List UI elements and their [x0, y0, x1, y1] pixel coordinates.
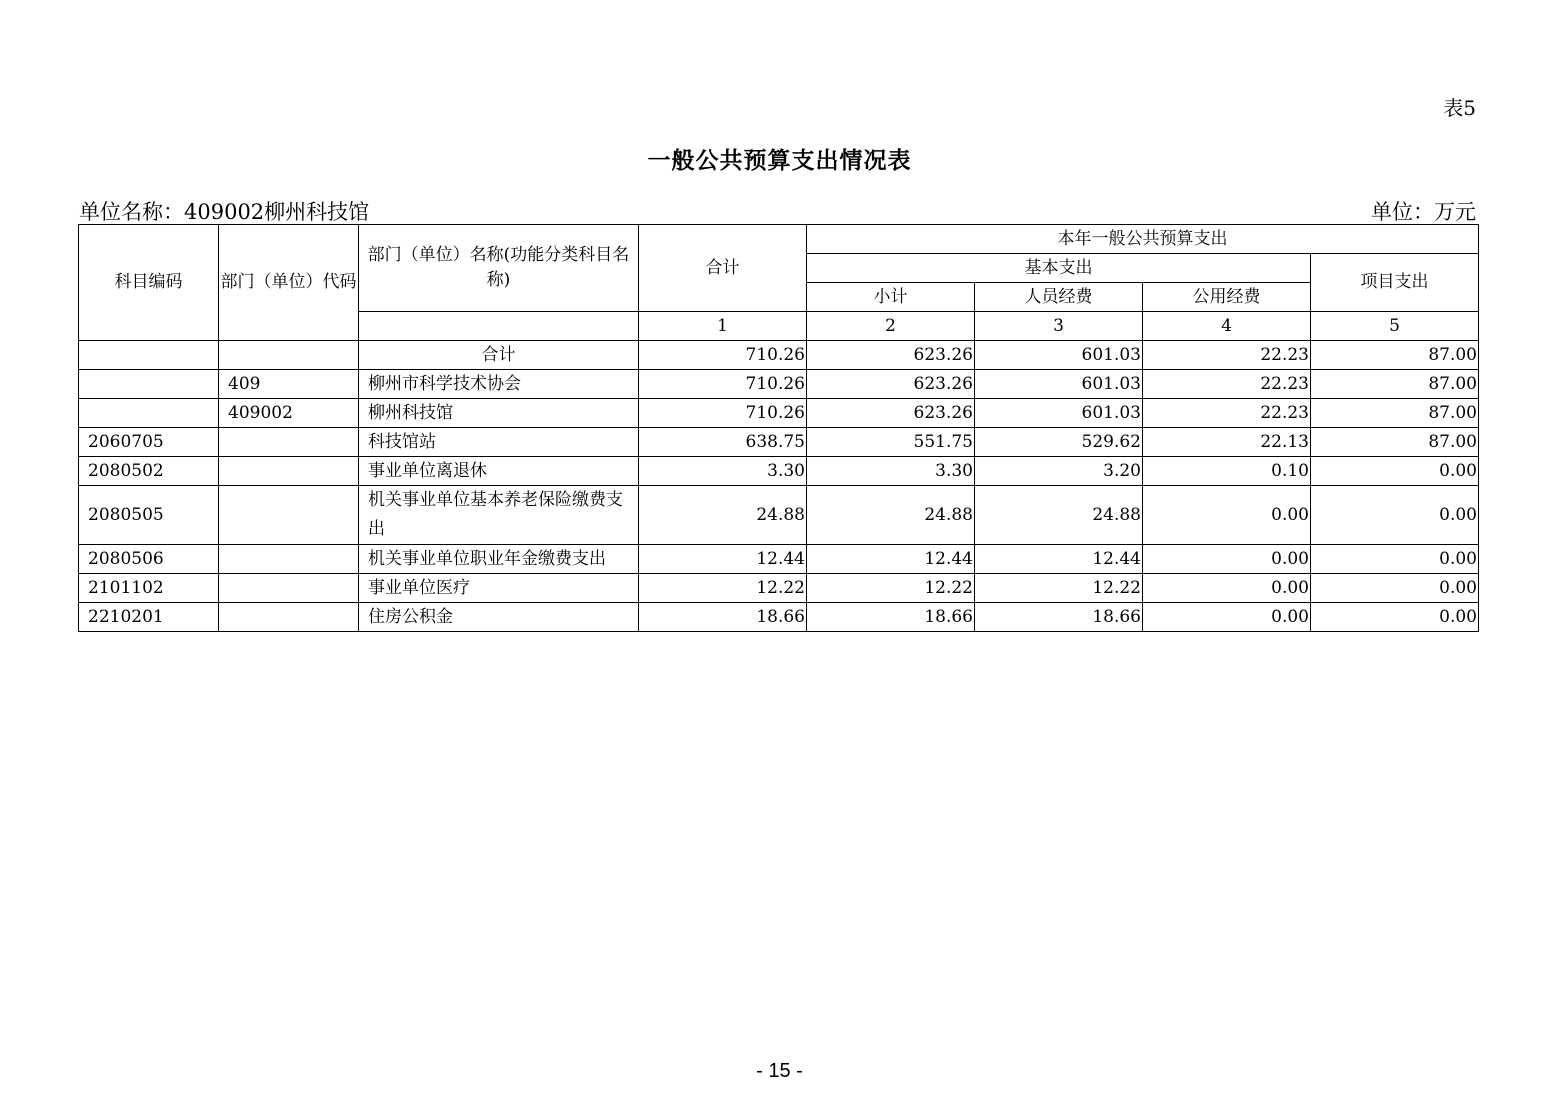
cell-project: 0.00	[1311, 545, 1479, 574]
cell-total: 12.22	[639, 574, 807, 603]
cell-personnel: 24.88	[975, 486, 1143, 545]
cell-project: 87.00	[1311, 399, 1479, 428]
cell-dept-code	[219, 341, 359, 370]
header-index-blank	[359, 312, 639, 341]
unit-measure: 单位：万元	[1371, 200, 1476, 224]
cell-project: 87.00	[1311, 341, 1479, 370]
cell-subtotal: 18.66	[807, 603, 975, 632]
header-project: 项目支出	[1311, 254, 1479, 312]
cell-public: 22.23	[1143, 341, 1311, 370]
page-number: - 15 -	[756, 1060, 803, 1082]
cell-personnel: 601.03	[975, 399, 1143, 428]
cell-name: 科技馆站	[359, 428, 639, 457]
cell-dept-code	[219, 486, 359, 545]
cell-project: 0.00	[1311, 486, 1479, 545]
cell-name: 柳州科技馆	[359, 399, 639, 428]
cell-personnel: 18.66	[975, 603, 1143, 632]
cell-code: 2080505	[79, 486, 219, 545]
cell-name: 事业单位医疗	[359, 574, 639, 603]
cell-dept-code	[219, 603, 359, 632]
cell-subtotal: 3.30	[807, 457, 975, 486]
cell-public: 22.13	[1143, 428, 1311, 457]
table-row	[79, 574, 1479, 603]
cell-subtotal: 623.26	[807, 370, 975, 399]
cell-public: 0.00	[1143, 486, 1311, 545]
cell-public: 22.23	[1143, 370, 1311, 399]
header-personnel: 人员经费	[975, 283, 1143, 312]
cell-code: 2101102	[79, 574, 219, 603]
cell-personnel: 529.62	[975, 428, 1143, 457]
header-dept-name: 部门（单位）名称(功能分类科目名称)	[359, 225, 639, 312]
cell-personnel: 12.44	[975, 545, 1143, 574]
cell-project: 87.00	[1311, 370, 1479, 399]
cell-total: 710.26	[639, 399, 807, 428]
page-title: 一般公共预算支出情况表	[647, 147, 912, 174]
cell-total: 12.44	[639, 545, 807, 574]
header-subject-code: 科目编码	[79, 225, 219, 341]
cell-name: 机关事业单位职业年金缴费支出	[359, 545, 639, 574]
table-row	[79, 370, 1479, 399]
header-index-1: 1	[639, 312, 807, 341]
header-public: 公用经费	[1143, 283, 1311, 312]
cell-public: 22.23	[1143, 399, 1311, 428]
cell-dept-code	[219, 574, 359, 603]
cell-personnel: 601.03	[975, 341, 1143, 370]
header-index-4: 4	[1143, 312, 1311, 341]
cell-dept-code	[219, 457, 359, 486]
cell-public: 0.00	[1143, 603, 1311, 632]
cell-subtotal: 623.26	[807, 399, 975, 428]
cell-total: 710.26	[639, 370, 807, 399]
cell-dept-code: 409	[219, 370, 359, 399]
header-dept-code: 部门（单位）代码	[219, 225, 359, 341]
cell-name: 事业单位离退休	[359, 457, 639, 486]
header-index-5: 5	[1311, 312, 1479, 341]
cell-code	[79, 370, 219, 399]
unit-name: 单位名称：409002柳州科技馆	[79, 200, 370, 224]
header-subtotal: 小计	[807, 283, 975, 312]
cell-subtotal: 12.22	[807, 574, 975, 603]
header-index-3: 3	[975, 312, 1143, 341]
table-row	[79, 545, 1479, 574]
cell-personnel: 3.20	[975, 457, 1143, 486]
cell-code	[79, 399, 219, 428]
cell-name: 柳州市科学技术协会	[359, 370, 639, 399]
cell-project: 87.00	[1311, 428, 1479, 457]
cell-personnel: 601.03	[975, 370, 1143, 399]
cell-dept-code: 409002	[219, 399, 359, 428]
cell-code: 2080502	[79, 457, 219, 486]
cell-project: 0.00	[1311, 574, 1479, 603]
header-index-2: 2	[807, 312, 975, 341]
cell-total: 710.26	[639, 341, 807, 370]
cell-code: 2210201	[79, 603, 219, 632]
cell-public: 0.00	[1143, 574, 1311, 603]
cell-total: 638.75	[639, 428, 807, 457]
table-row	[79, 603, 1479, 632]
cell-name: 住房公积金	[359, 603, 639, 632]
cell-project: 0.00	[1311, 603, 1479, 632]
table-row	[79, 399, 1479, 428]
header-current-year-group: 本年一般公共预算支出	[807, 225, 1479, 254]
cell-subtotal: 24.88	[807, 486, 975, 545]
budget-table	[78, 224, 1479, 632]
cell-total: 18.66	[639, 603, 807, 632]
cell-personnel: 12.22	[975, 574, 1143, 603]
cell-code	[79, 341, 219, 370]
cell-total: 3.30	[639, 457, 807, 486]
cell-dept-code	[219, 428, 359, 457]
table-row	[79, 428, 1479, 457]
cell-project: 0.00	[1311, 457, 1479, 486]
header-total: 合计	[639, 225, 807, 312]
cell-subtotal: 623.26	[807, 341, 975, 370]
cell-code: 2080506	[79, 545, 219, 574]
cell-public: 0.10	[1143, 457, 1311, 486]
cell-total: 24.88	[639, 486, 807, 545]
header-basic-group: 基本支出	[807, 254, 1311, 283]
table-number: 表5	[1443, 96, 1476, 120]
cell-name: 机关事业单位基本养老保险缴费支出	[359, 486, 639, 545]
cell-subtotal: 12.44	[807, 545, 975, 574]
table-row	[79, 341, 1479, 370]
cell-public: 0.00	[1143, 545, 1311, 574]
cell-dept-code	[219, 545, 359, 574]
cell-code: 2060705	[79, 428, 219, 457]
cell-name: 合计	[359, 341, 639, 370]
table-row	[79, 457, 1479, 486]
cell-subtotal: 551.75	[807, 428, 975, 457]
table-row	[79, 486, 1479, 545]
